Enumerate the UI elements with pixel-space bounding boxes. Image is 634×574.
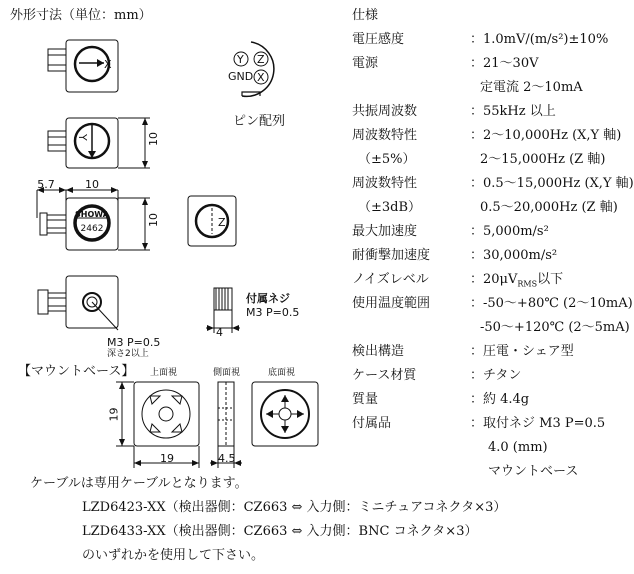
spec-value: ：1.0mV/(m/s²)±10% bbox=[470, 32, 609, 47]
outline-drawings bbox=[0, 0, 340, 480]
spec-label: 共振周波数 bbox=[352, 104, 418, 119]
spec-value: ：30,000m/s² bbox=[470, 248, 558, 263]
spec-label: 付属品 bbox=[352, 416, 392, 431]
spec-label: 電圧感度 bbox=[352, 32, 405, 47]
dim-10-top: 10 bbox=[85, 178, 99, 191]
spec-label: 電源 bbox=[352, 56, 379, 71]
spec-label: （±5%） bbox=[358, 152, 416, 167]
mount-dim-4-5: 4.5 bbox=[218, 452, 236, 465]
model-label: 2462 bbox=[80, 224, 104, 234]
screw-dim-4: 4 bbox=[216, 326, 223, 339]
mount-dim-19-side: 19 bbox=[107, 407, 121, 422]
brand-label: SHOWA bbox=[75, 210, 109, 219]
mount-bottom-view bbox=[252, 382, 318, 446]
spec-label: （±3dB） bbox=[358, 200, 422, 215]
dim-5-7: 5.7 bbox=[37, 178, 55, 191]
screw-spec: M3 P=0.5 bbox=[246, 306, 300, 319]
spec-value: ：圧電・シェア型 bbox=[470, 344, 574, 359]
view-side-y bbox=[48, 118, 150, 168]
spec-value: 2〜15,000Hz (Z 軸) bbox=[480, 152, 606, 167]
spec-label: 最大加速度 bbox=[352, 224, 418, 239]
view-z bbox=[188, 196, 236, 246]
pin-z: Z bbox=[257, 53, 265, 66]
view-bottom bbox=[38, 276, 118, 330]
thread-note: M3 P=0.5 bbox=[107, 336, 161, 349]
spec-label: 使用温度範囲 bbox=[352, 296, 431, 311]
spec-label: 耐衝撃加速度 bbox=[352, 248, 431, 263]
dim-10-label-view: 10 bbox=[147, 213, 160, 227]
axis-x-label: X bbox=[104, 58, 112, 71]
noise-tail: 以下 bbox=[537, 272, 564, 287]
mount-side-label: 側面視 bbox=[213, 368, 241, 378]
noise-value: ：20μV bbox=[470, 272, 518, 287]
mount-title: 【マウントベース】 bbox=[18, 364, 135, 379]
note-cable: ケーブルは専用ケーブルとなります。 bbox=[30, 476, 248, 491]
spec-value: ：2〜10,000Hz (X,Y 軸) bbox=[470, 128, 622, 143]
spec-value: マウントベース bbox=[488, 464, 579, 479]
spec-value-noise bbox=[470, 272, 563, 292]
spec-label: ケース材質 bbox=[352, 368, 417, 383]
spec-value: 4.0 (mm) bbox=[488, 440, 548, 455]
spec-title: 仕様 bbox=[352, 8, 379, 23]
pin-gnd: GND bbox=[228, 70, 254, 83]
note-use-either: のいずれかを使用して下さい。 bbox=[82, 548, 265, 563]
pin-title: ピン配列 bbox=[233, 114, 286, 129]
screw-title: 付属ネジ bbox=[246, 292, 290, 305]
screw-drawing bbox=[206, 288, 240, 333]
spec-label: 検出構造 bbox=[352, 344, 405, 359]
spec-value: 定電流 2〜10mA bbox=[480, 80, 583, 95]
spec-value: ：55kHz 以上 bbox=[470, 104, 556, 119]
spec-value: ：5,000m/s² bbox=[470, 224, 549, 239]
spec-value: -50〜+120℃ (2〜5mA) bbox=[480, 320, 630, 335]
axis-z-label: Z bbox=[218, 216, 226, 229]
dimensions-title: 外形寸法（単位：mm） bbox=[10, 8, 152, 23]
pin-layout bbox=[222, 40, 280, 98]
spec-label: 周波数特性 bbox=[352, 128, 418, 143]
spec-value: ：チタン bbox=[470, 368, 522, 383]
spec-value: 0.5〜20,000Hz (Z 軸) bbox=[480, 200, 618, 215]
note-cable-option-1: LZD6423-XX（検出器側：CZ663 ⇔ 入力側：ミニチュアコネクタ×3） bbox=[82, 500, 507, 515]
spec-label: ノイズレベル bbox=[352, 272, 429, 287]
spec-value: ：21〜30V bbox=[470, 56, 539, 71]
spec-value: ：-50〜+80℃ (2〜10mA) bbox=[470, 296, 633, 311]
mount-bottom-label: 底面視 bbox=[268, 368, 296, 378]
mount-top-view bbox=[116, 382, 199, 468]
noise-rms: RMS bbox=[517, 279, 538, 289]
mount-top-label: 上面視 bbox=[150, 368, 178, 378]
mount-dim-19-bottom: 19 bbox=[160, 452, 174, 465]
note-cable-option-2: LZD6433-XX（検出器側：CZ663 ⇔ 入力側：BNC コネクタ×3） bbox=[82, 524, 478, 539]
spec-label: 周波数特性 bbox=[352, 176, 418, 191]
axis-y-label: Y bbox=[76, 134, 89, 141]
spec-value: ：取付ネジ M3 P=0.5 bbox=[470, 416, 606, 431]
thread-depth-note: 深さ2以上 bbox=[107, 349, 149, 359]
dim-10-side: 10 bbox=[147, 132, 160, 146]
spec-label: 質量 bbox=[352, 392, 379, 407]
pin-y: Y bbox=[237, 53, 244, 66]
spec-value: ：0.5〜15,000Hz (X,Y 軸) bbox=[470, 176, 634, 191]
spec-value: ：約 4.4g bbox=[470, 392, 530, 407]
pin-x: X bbox=[257, 71, 265, 84]
